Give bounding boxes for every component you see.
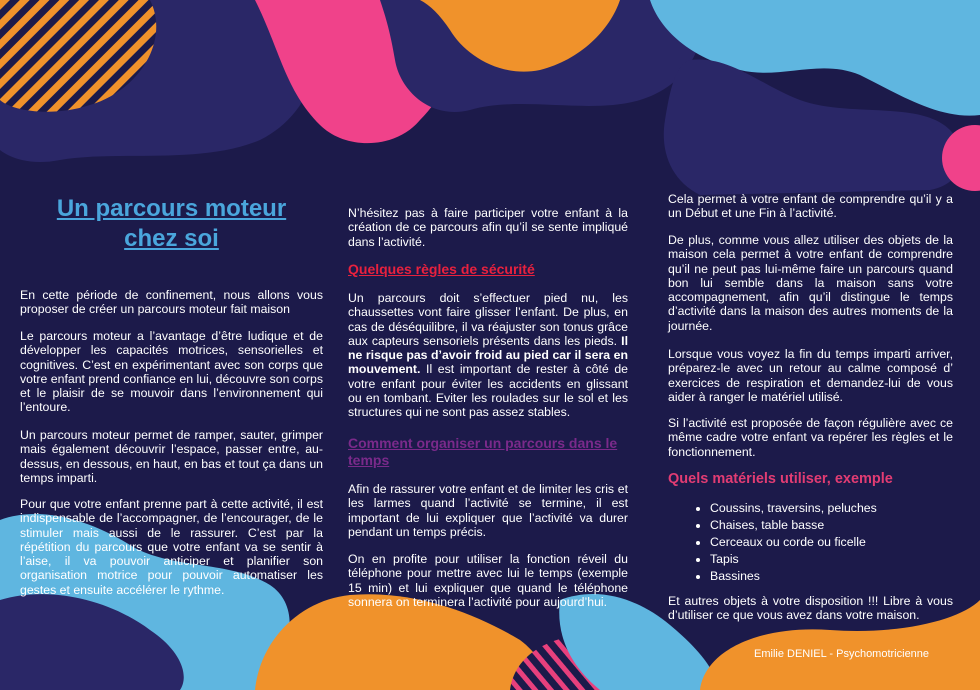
list-item: • Bassines bbox=[710, 568, 953, 585]
heading-organise-time: Comment organiser un parcours dans le temps bbox=[348, 435, 618, 468]
col2-paragraph-alarm: On en profite pour utiliser la fonction réveil du téléphone pour mettre avec lui le temps (exemple 15 min) et lui expliquer que quand le téléphone sonnera on terminera l’activité pour aujourd’hui. bbox=[348, 552, 628, 609]
col3-paragraph-household: De plus, comme vous allez utiliser des objets de la maison cela permet à votre enfant de comprendre qu’il ne peut pas lui-même faire un parcours quand bon lui semble dans la maison sans votre accompagnement, afin qu’il distingue le temps d’activité dans la maison des autres moments de la journée. bbox=[668, 233, 953, 333]
page-title bbox=[20, 194, 323, 254]
col3-paragraph-other-objects: Et autres objets à votre disposition !!! Libre à vous d’utiliser ce que vous avez dans votre maison. bbox=[668, 594, 953, 623]
list-item: • Coussins, traversins, peluches bbox=[710, 500, 953, 517]
materials-list bbox=[668, 500, 953, 585]
author-signature: Emilie DENIEL - Psychomotricienne bbox=[754, 648, 930, 660]
col1-paragraph-advantages: Le parcours moteur a l’avantage d’être ludique et de développer les capacités motrices, sensorielles et cognitives. C’est en expérimentant avec son corps que votre enfant prend confiance en lui, découvre son corps et le plaisir de se mouvoir dans l’environnement qui l’entoure. bbox=[20, 329, 323, 415]
list-item: • Cerceaux ou corde ou ficelle bbox=[710, 534, 953, 551]
heading-materials: Quels matériels utiliser, exemple bbox=[668, 471, 893, 487]
col3-paragraph-calm: Lorsque vous voyez la fin du temps imparti arriver, préparez-le avec un retour au calme composé d’ exercices de respiration et demandez-lui de vous aider à ranger le matériel utilisé. bbox=[668, 347, 953, 404]
list-item: • Tapis bbox=[710, 551, 953, 568]
list-item: • Chaises, table basse bbox=[710, 517, 953, 534]
safety-text-start: Un parcours doit s’effectuer pied nu, les chaussettes vont faire glisser l’enfant. De plus, en cas de déséquilibre, il va réajuster son tonus grâce aux capteurs sensoriels présents dans les pieds. bbox=[348, 291, 628, 348]
col2-paragraph-reassure: Afin de rassurer votre enfant et de limiter les cris et les larmes quand l’activité se termine, il est important de lui expliquer que l’activité va durer pendant un temps précis. bbox=[348, 482, 628, 539]
col2-paragraph-participate: N’hésitez pas à faire participer votre enfant à la création de ce parcours afin qu’il se sente impliqué dans l’activité. bbox=[348, 206, 628, 249]
col3-paragraph-start-end: Cela permet à votre enfant de comprendre qu’il y a un Début et une Fin à l’activité. bbox=[668, 192, 953, 221]
title-line-1: Un parcours moteur bbox=[56, 195, 287, 222]
safety-text-bold: Il ne risque pas d’avoir froid au pied car il sera en mouvement. bbox=[348, 333, 628, 377]
col1-paragraph-movements: Un parcours moteur permet de ramper, sauter, grimper mais également découvrir l’espace, passer entre, au-dessus, en dessous, en haut, en bas et tout ça dans un temps imparti. bbox=[20, 428, 323, 485]
title-line-2: chez soi bbox=[124, 225, 219, 252]
col1-paragraph-intro: En cette période de confinement, nous allons vous proposer de créer un parcours moteur fait maison bbox=[20, 288, 323, 317]
col1-paragraph-accompany: Pour que votre enfant prenne part à cette activité, il est indispensable de l’accompagner, de l’encourager, de le stimuler mais aussi de le rassurer. C’est par la répétition du parcours que votre enfant va se sentir à l’aise, il va pouvoir anticiper et planifier son organisation motrice pour pouvoir automatiser les gestes et ensuite accélérer le rythme. bbox=[20, 497, 323, 597]
heading-safety-rules: Quelques règles de sécurité bbox=[348, 261, 535, 277]
col3-paragraph-regular: Si l’activité est proposée de façon régulière avec ce même cadre votre enfant va repérer les règles et le fonctionnement. bbox=[668, 416, 953, 459]
safety-text-end: Il est important de rester à côté de votre enfant pour éviter les accidents en glissant ou en tombant. Eviter les roulades sur le sol et les structures qui ne sont pas assez stables. bbox=[348, 362, 628, 420]
col2-paragraph-safety bbox=[348, 291, 628, 420]
